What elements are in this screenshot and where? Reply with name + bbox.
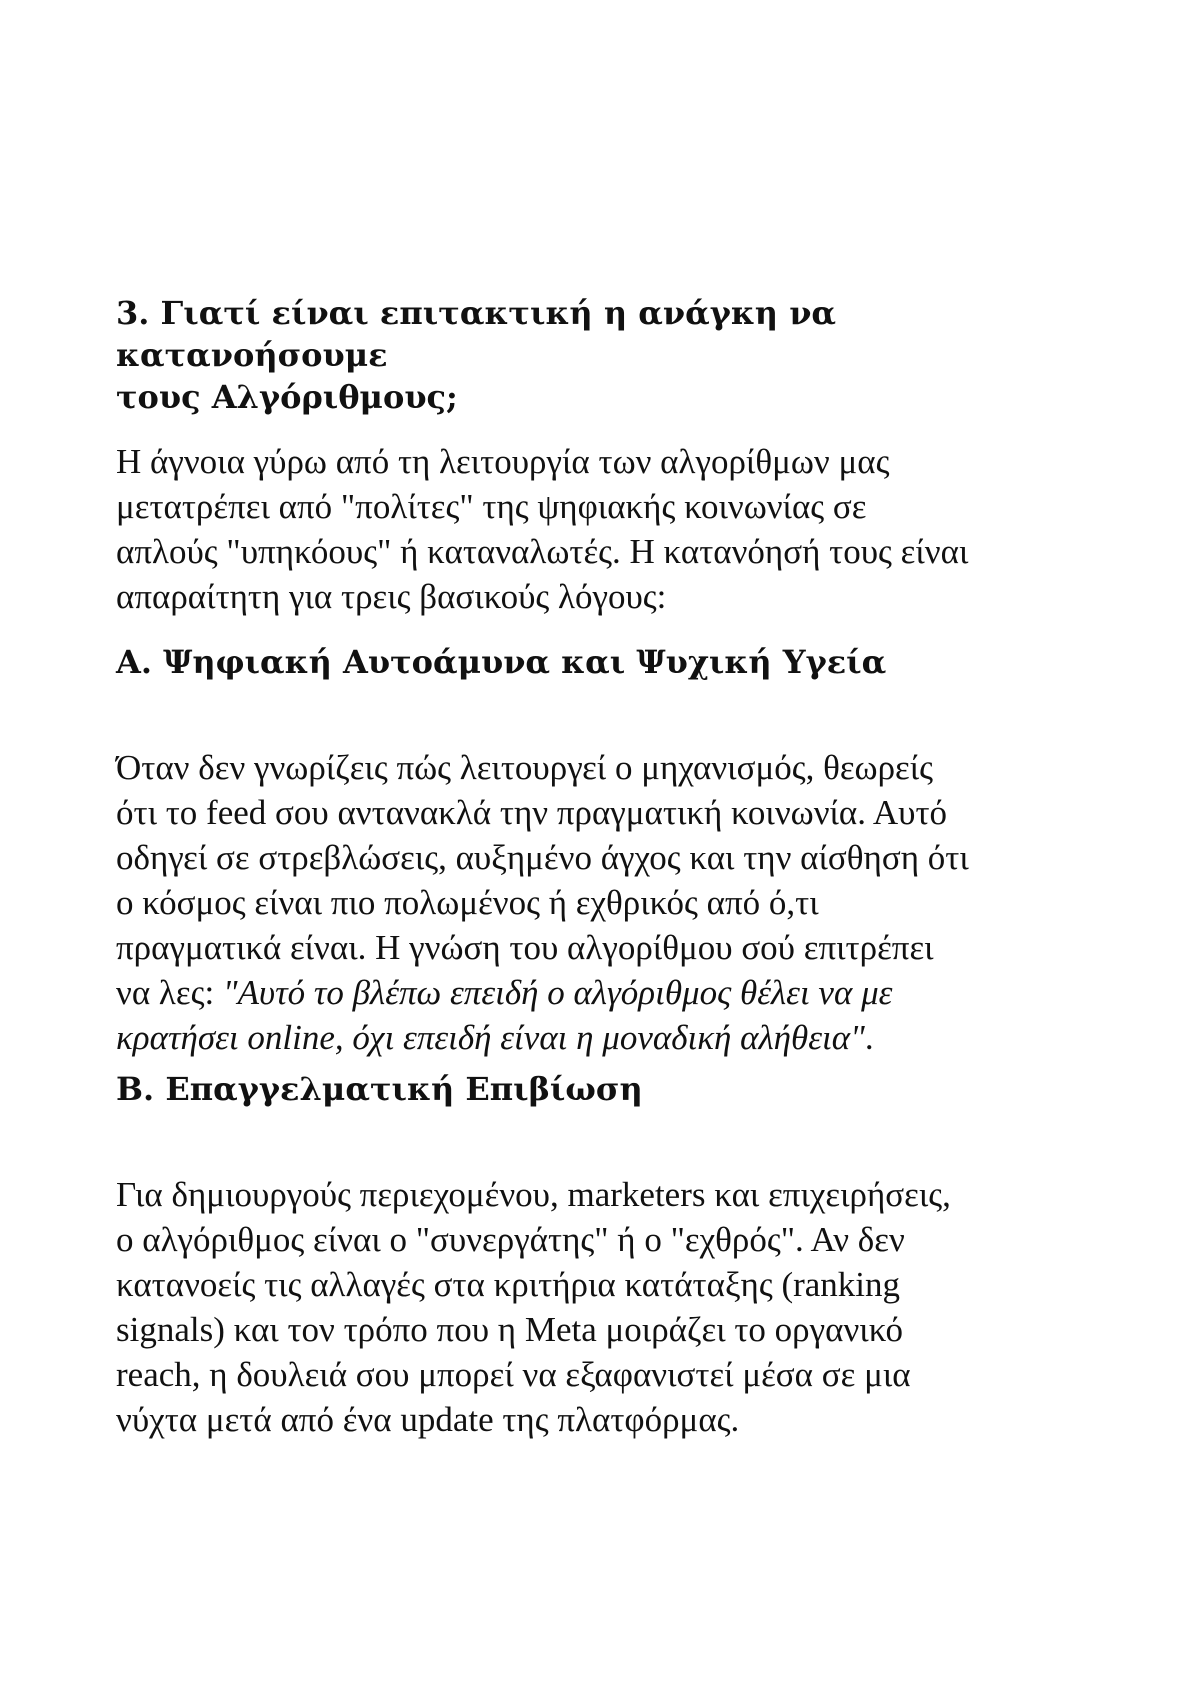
main-heading-line: τους Αλγόριθμους; [116,378,458,416]
italic-quote: κρατήσει online, όχι επειδή είναι η μοναδική αλήθεια" [116,1018,865,1057]
italic-quote: "Αυτό το βλέπω επειδή ο αλγόριθμος θέλει να με [222,973,893,1012]
text-line: Η άγνοια γύρω από τη λειτουργία των αλγορίθμων μας [116,442,890,481]
section-b-heading: Β. Επαγγελματική Επιβίωση [116,1070,643,1108]
text-line: ο αλγόριθμος είναι ο "συνεργάτης" ή ο "εχθρός". Αν δεν [116,1220,905,1259]
main-heading [116,292,1116,418]
intro-paragraph [116,439,968,619]
main-heading-line: 3. Γιατί είναι επιτακτική η ανάγκη να κατανοήσουμε [116,294,837,374]
text-line: να λες: [116,973,223,1012]
text-line: Όταν δεν γνωρίζεις πώς λειτουργεί ο μηχανισμός, θεωρείς [116,748,934,787]
section-a-paragraph [116,745,969,1060]
text-line: reach, η δουλειά σου μπορεί να εξαφανιστεί μέσα σε μια [116,1355,911,1394]
text-line: απαραίτητη για τρεις βασικούς λόγους: [116,577,667,616]
text-line: πραγματικά είναι. Η γνώση του αλγορίθμου σού επιτρέπει [116,928,934,967]
text-line: νύχτα μετά από ένα update της πλατφόρμας. [116,1400,740,1439]
text-line: signals) και τον τρόπο που η Meta μοιράζει το οργανικό [116,1310,904,1349]
text-line: . [864,1018,874,1057]
text-line: ο κόσμος είναι πιο πολωμένος ή εχθρικός από ό,τι [116,883,819,922]
text-line: κατανοείς τις αλλαγές στα κριτήρια κατάταξης (ranking [116,1265,901,1304]
text-line: μετατρέπει από "πολίτες" της ψηφιακής κοινωνίας σε [116,487,867,526]
text-line: Για δημιουργούς περιεχομένου, marketers και επιχειρήσεις, [116,1175,951,1214]
text-line: οδηγεί σε στρεβλώσεις, αυξημένο άγχος και την αίσθηση ότι [116,838,969,877]
section-a-heading: Α. Ψηφιακή Αυτοάμυνα και Ψυχική Υγεία [116,643,887,681]
text-line: ότι το feed σου αντανακλά την πραγματική κοινωνία. Αυτό [116,793,948,832]
text-line: απλούς "υπηκόους" ή καταναλωτές. Η κατανόησή τους είναι [116,532,969,571]
section-b-paragraph [116,1172,951,1442]
